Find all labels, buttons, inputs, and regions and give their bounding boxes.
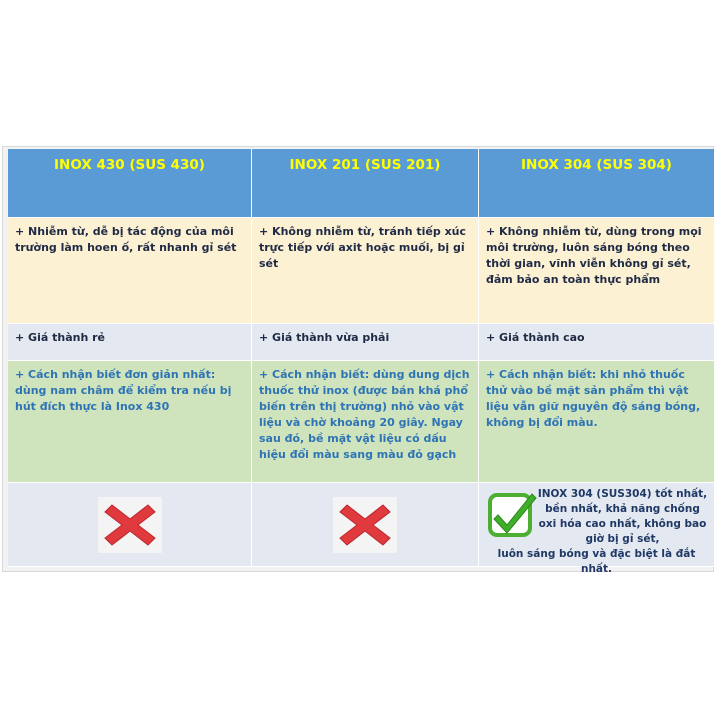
identify-inox-304: + Cách nhận biết: khi nhỏ thuốc thử vào bề mặt sản phẩm thì vật liệu vẫn giữ nguyên độ sáng bóng, không bị đổi màu. — [479, 361, 714, 483]
properties-inox-201: + Không nhiễm từ, tránh tiếp xúc trực tiếp với axit hoặc muối, bị gỉ sét — [252, 218, 479, 324]
identify-inox-430: + Cách nhận biết đơn giản nhất: dùng nam châm để kiểm tra nếu bị hút đích thực là Inox 430 — [8, 361, 252, 483]
verdict-inox-304 — [479, 483, 714, 575]
comparison-table — [8, 149, 714, 575]
properties-inox-430: + Nhiễm từ, dễ bị tác động của môi trường làm hoen ố, rất nhanh gỉ sét — [8, 218, 252, 324]
header-inox-201: INOX 201 (SUS 201) — [252, 149, 479, 218]
verdict-note-inox-304 — [483, 487, 710, 577]
verdict-note-text: INOX 304 (SUS304) tốt nhất, bền nhất, khả năng chống oxi hóa cao nhất, không bao giờ bị gỉ sét, — [537, 488, 708, 545]
identify-inox-201: + Cách nhận biết: dùng dung dịch thuốc thử inox (được bán khá phổ biến trên thị trường) nhỏ vào vật liệu và chờ khoảng 20 giây. Ngay sau đó, bề mặt vật liệu có dấu hiệu đổi màu sang màu đỏ gạch — [252, 361, 479, 483]
price-inox-201: + Giá thành vừa phải — [252, 324, 479, 361]
red-cross-icon — [98, 497, 162, 553]
price-inox-304: + Giá thành cao — [479, 324, 714, 361]
verdict-inox-201 — [252, 483, 479, 567]
price-inox-430: + Giá thành rẻ — [8, 324, 252, 361]
verdict-note-last-line: luôn sáng bóng và đặc biệt là đắt nhất. — [497, 548, 696, 575]
red-cross-icon — [333, 497, 397, 553]
verdict-inox-430 — [8, 483, 252, 567]
header-inox-430: INOX 430 (SUS 430) — [8, 149, 252, 218]
header-inox-304: INOX 304 (SUS 304) — [479, 149, 714, 218]
properties-inox-304: + Không nhiễm từ, dùng trong mọi môi trường, luôn sáng bóng theo thời gian, vĩnh viễn không gỉ sét, đảm bảo an toàn thực phẩm — [479, 218, 714, 324]
